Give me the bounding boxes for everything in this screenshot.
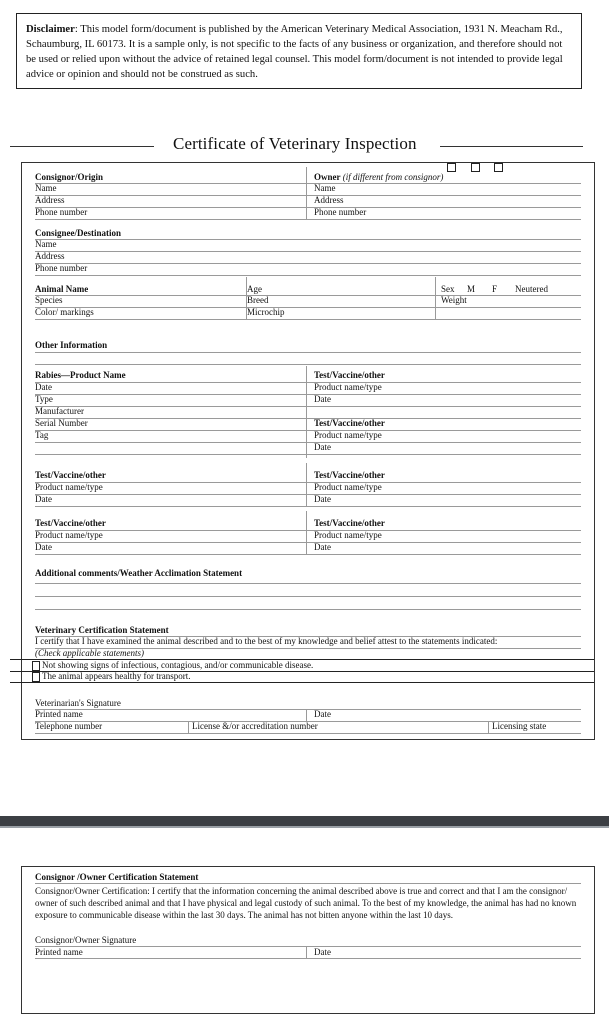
test-product-2: Product name/type	[314, 430, 382, 440]
statement-healthy: The animal appears healthy for transport.	[42, 671, 191, 681]
owner-heading-text: Owner	[314, 172, 341, 182]
row-line	[35, 542, 581, 543]
row-line	[35, 530, 581, 531]
rabies-serial-label: Serial Number	[35, 418, 88, 428]
consignor-heading: Consignor/Origin	[35, 172, 104, 182]
column-divider	[435, 277, 436, 319]
row-line	[35, 275, 581, 276]
row-line	[35, 596, 581, 597]
row-line	[35, 418, 581, 419]
row-line	[35, 430, 581, 431]
row-line	[35, 554, 581, 555]
row-line	[35, 219, 581, 220]
row-line	[35, 733, 581, 734]
neutered-label: Neutered	[515, 284, 548, 294]
statement-not-sick: Not showing signs of infectious, contagious, and/or communicable disease.	[42, 660, 314, 670]
owner-heading-note: (if different from consignor)	[342, 172, 444, 182]
test-product-3: Product name/type	[35, 482, 103, 492]
age-label: Age	[247, 284, 262, 294]
row-line	[35, 207, 581, 208]
column-divider	[306, 463, 307, 507]
sex-label: Sex	[441, 284, 455, 294]
row-line	[35, 454, 581, 455]
test-heading-2: Test/Vaccine/other	[314, 418, 385, 428]
row-line	[35, 263, 581, 264]
test-date-6: Date	[314, 542, 331, 552]
vet-signature-label: Veterinarian's Signature	[35, 698, 121, 708]
page-separator-shadow	[0, 826, 609, 828]
column-divider	[488, 721, 489, 733]
species-label: Species	[35, 295, 63, 305]
inspection-form	[21, 162, 595, 740]
row-line	[10, 682, 594, 683]
checkbox[interactable]	[32, 672, 40, 682]
consignor-address-label: Address	[35, 195, 65, 205]
weight-label: Weight	[441, 295, 467, 305]
column-divider	[306, 167, 307, 219]
row-line	[35, 352, 581, 353]
owner-signature-label: Consignor/Owner Signature	[35, 935, 137, 945]
vet-phone-label: Telephone number	[35, 721, 103, 731]
row-line	[35, 251, 581, 252]
row-line	[35, 494, 581, 495]
column-divider	[306, 946, 307, 958]
sex-f-label: F	[492, 284, 498, 294]
test-date-2: Date	[314, 442, 331, 452]
consignee-address-label: Address	[35, 251, 65, 261]
comments-label: Additional comments/Weather Acclimation Statement	[35, 568, 243, 578]
row-line	[35, 239, 581, 240]
vet-cert-statement: I certify that I have examined the animal described and to the best of my knowledge and belief attest to the statements indicated:	[35, 636, 498, 646]
column-divider	[306, 709, 307, 721]
owner-cert-heading: Consignor /Owner Certification Statement	[35, 872, 199, 882]
test-date-3: Date	[35, 494, 52, 504]
page-title: Certificate of Veterinary Inspection	[173, 134, 417, 153]
other-info-label: Other Information	[35, 340, 108, 350]
row-line	[35, 482, 581, 483]
test-heading-1: Test/Vaccine/other	[314, 370, 385, 380]
test-heading-4: Test/Vaccine/other	[314, 470, 385, 480]
test-date-1: Date	[314, 394, 331, 404]
row-line	[35, 583, 581, 584]
owner-cert-text: Consignor/Owner Certification: I certify that the information concerning the animal described above is true and correct and that I am the consignor/ owner of such described animal and that I have physical and legal custody of such animal. To the best of my knowledge, the animal has had no known exposure to communicable disease within the last 30 days. The animal has not bitten anyone within the last 10 days.	[35, 886, 577, 920]
title-rule-right	[440, 146, 583, 147]
vet-date-label: Date	[314, 709, 331, 719]
test-product-1: Product name/type	[314, 382, 382, 392]
vet-cert-heading: Veterinary Certification Statement	[35, 625, 169, 635]
owner-printed-name-label: Printed name	[35, 947, 83, 957]
page-separator	[0, 816, 609, 826]
row-line	[35, 442, 581, 443]
test-date-4: Date	[314, 494, 331, 504]
row-line	[35, 709, 581, 710]
disclaimer-label: Disclaimer	[26, 24, 75, 35]
consignee-heading: Consignee/Destination	[35, 228, 122, 238]
test-product-4: Product name/type	[314, 482, 382, 492]
rabies-tag-label: Tag	[35, 430, 49, 440]
sex-m-label: M	[467, 284, 476, 294]
license-label: License &/or accreditation number	[192, 721, 318, 731]
column-divider	[306, 366, 307, 458]
title-rule-left	[10, 146, 154, 147]
row-line	[35, 364, 581, 365]
owner-certification-form	[21, 866, 595, 1014]
consignee-name-label: Name	[35, 239, 57, 249]
test-heading-5: Test/Vaccine/other	[35, 518, 106, 528]
column-divider	[306, 511, 307, 555]
owner-phone-label: Phone number	[314, 207, 367, 217]
rabies-date-label: Date	[35, 382, 52, 392]
row-line	[35, 883, 581, 884]
disclaimer-box	[16, 13, 582, 89]
row-line	[35, 609, 581, 610]
row-line	[35, 406, 581, 407]
breed-label: Breed	[247, 295, 269, 305]
rabies-manufacturer-label: Manufacturer	[35, 406, 84, 416]
column-divider	[188, 721, 189, 733]
color-label: Color/ markings	[35, 307, 94, 317]
row-line	[35, 307, 581, 308]
row-line	[35, 195, 581, 196]
disclaimer-text: : This model form/document is published by the American Veterinary Medical Association, 1931 N. Meacham Rd., Schaumburg, IL 60173. It is a sample only, is not specific to the facts of any business or organization, and therefore should not be used or relied upon without the advice of retained legal counsel. This model form/document is not intended to provide legal advice or opinion and should not be construed as such.	[26, 24, 563, 80]
check-note: (Check applicable statements)	[35, 648, 144, 658]
rabies-type-label: Type	[35, 394, 53, 404]
microchip-label: Microchip	[247, 307, 285, 317]
row-line	[35, 506, 581, 507]
checkbox[interactable]	[32, 661, 40, 671]
vet-printed-name-label: Printed name	[35, 709, 83, 719]
test-heading-6: Test/Vaccine/other	[314, 518, 385, 528]
row-line	[35, 394, 581, 395]
test-heading-3: Test/Vaccine/other	[35, 470, 106, 480]
test-product-5: Product name/type	[35, 530, 103, 540]
test-product-6: Product name/type	[314, 530, 382, 540]
row-line	[35, 958, 581, 959]
licensing-state-label: Licensing state	[492, 721, 547, 731]
row-line	[35, 295, 581, 296]
row-line	[35, 382, 581, 383]
row-line	[35, 946, 581, 947]
owner-date-label: Date	[314, 947, 331, 957]
animal-name-label: Animal Name	[35, 284, 89, 294]
row-line	[35, 183, 581, 184]
consignor-name-label: Name	[35, 183, 57, 193]
rabies-heading: Rabies—Product Name	[35, 370, 126, 380]
consignee-phone-label: Phone number	[35, 263, 88, 273]
owner-address-label: Address	[314, 195, 344, 205]
owner-name-label: Name	[314, 183, 336, 193]
test-date-5: Date	[35, 542, 52, 552]
row-line	[35, 319, 581, 320]
consignor-phone-label: Phone number	[35, 207, 88, 217]
owner-heading	[314, 172, 443, 183]
